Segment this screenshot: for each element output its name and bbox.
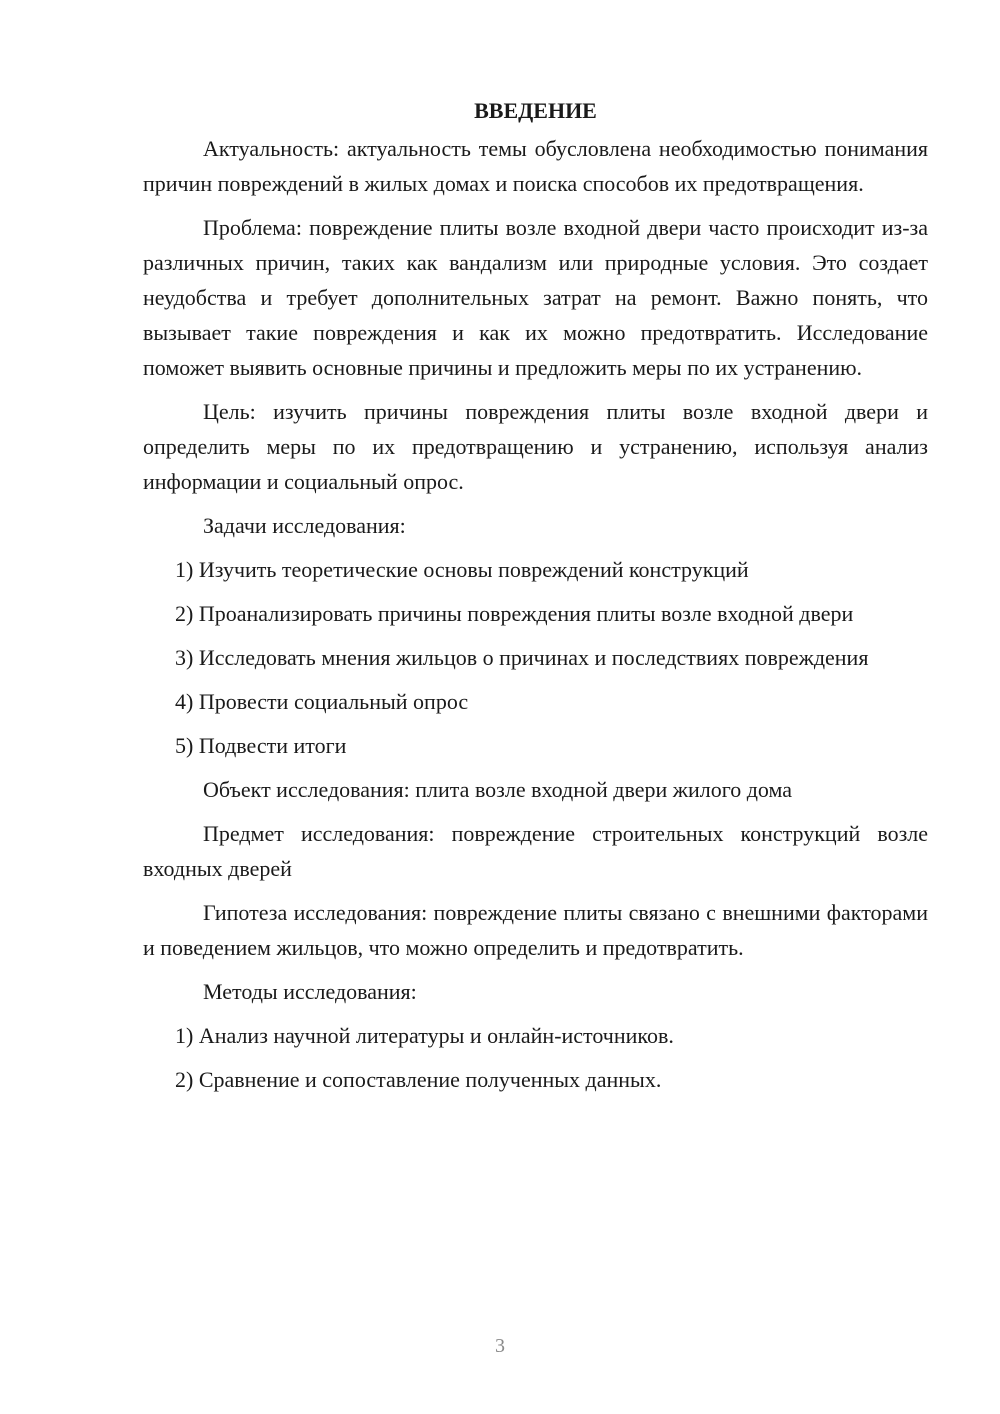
task-item-4: 4) Провести социальный опрос xyxy=(175,689,469,714)
relevance-paragraph: Актуальность: актуальность темы обусловлена необходимостью понимания причин повреждений в жилых домах и поиска способов их предотвращения. xyxy=(143,136,928,196)
object-paragraph: Объект исследования: плита возле входной двери жилого дома xyxy=(203,777,793,802)
task-item-5: 5) Подвести итоги xyxy=(175,733,347,758)
section-heading: ВВЕДЕНИЕ xyxy=(474,98,597,123)
subject-paragraph: Предмет исследования: повреждение строительных конструкций возле входных дверей xyxy=(143,821,928,881)
hypothesis-paragraph: Гипотеза исследования: повреждение плиты связано с внешними факторами и поведением жильцов, что можно определить и предотвратить. xyxy=(143,900,928,960)
task-item-1: 1) Изучить теоретические основы повреждений конструкций xyxy=(175,557,749,582)
problem-paragraph: Проблема: повреждение плиты возле входной двери часто происходит из-за различных причин, таких как вандализм или природные условия. Это создает неудобства и требует дополнительных затрат на ремонт. Важно понять, что вызывает такие повреждения и как их можно предотвратить. Исследование поможет выявить основные причины и предложить меры по их устранению. xyxy=(143,215,928,380)
task-item-2: 2) Проанализировать причины повреждения плиты возле входной двери xyxy=(175,601,854,626)
tasks-title: Задачи исследования: xyxy=(203,513,406,538)
method-item-2: 2) Сравнение и сопоставление полученных данных. xyxy=(175,1067,662,1092)
document-page xyxy=(143,96,928,1106)
goal-paragraph: Цель: изучить причины повреждения плиты возле входной двери и определить меры по их предотвращению и устранению, используя анализ информации и социальный опрос. xyxy=(143,399,928,494)
task-item-3: 3) Исследовать мнения жильцов о причинах и последствиях повреждения xyxy=(175,645,869,670)
methods-title: Методы исследования: xyxy=(203,979,417,1004)
page-number: 3 xyxy=(495,1335,505,1357)
method-item-1: 1) Анализ научной литературы и онлайн-источников. xyxy=(175,1023,674,1048)
